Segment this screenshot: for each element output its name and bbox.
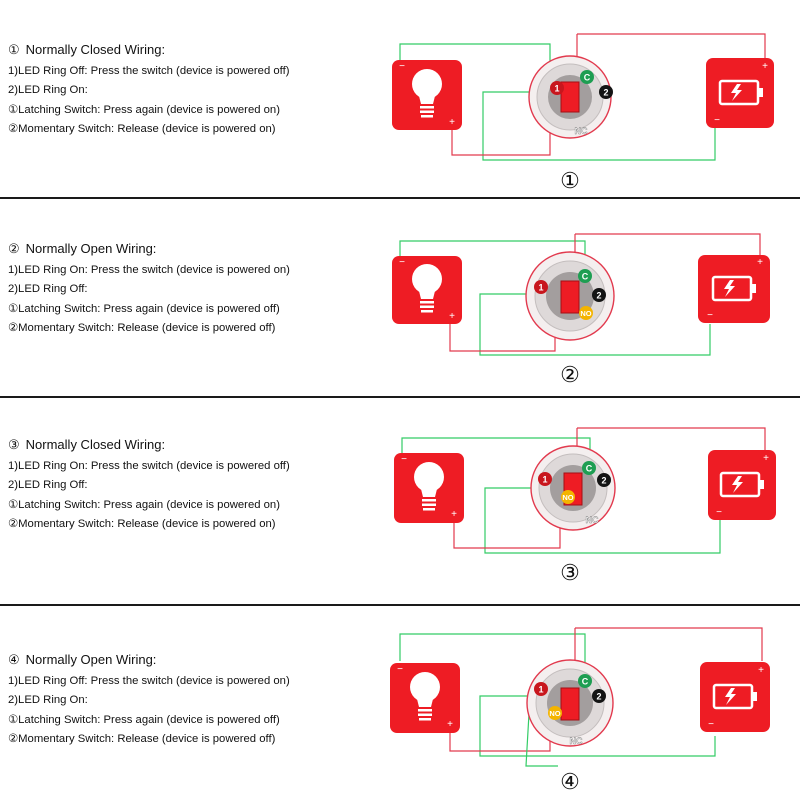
instruction-line: ①Latching Switch: Press again (device is powered on) [8, 498, 280, 511]
panel-marker: ② [560, 362, 580, 387]
svg-text:2: 2 [596, 290, 602, 301]
bulb-box [390, 663, 460, 733]
wiring-diagram-1 [380, 0, 800, 198]
svg-text:NO: NO [549, 709, 561, 718]
terminal-minus: − [707, 310, 713, 321]
diagram-svg [380, 606, 800, 800]
bulb-box [392, 60, 462, 130]
title-text: Normally Closed Wiring: [25, 42, 166, 57]
battery-box [700, 662, 770, 732]
instruction-line: ①Latching Switch: Press again (device is powered off) [8, 302, 280, 315]
terminal-plus: + [758, 665, 764, 676]
wire-red [452, 122, 550, 155]
instructions-3 [8, 435, 290, 535]
battery-box [708, 450, 776, 520]
instruction-line: 2)LED Ring On: [8, 694, 88, 706]
terminal-minus: − [399, 61, 405, 72]
battery-box [698, 255, 770, 323]
terminal-plus: + [449, 311, 455, 322]
instruction-line: 1)LED Ring Off: Press the switch (device is powered off) [8, 64, 290, 77]
instruction-line: 2)LED Ring On: [8, 84, 88, 96]
instruction-line: 1)LED Ring Off: Press the switch (device is powered on) [8, 674, 290, 687]
panel-marker: ③ [560, 560, 580, 585]
bulb-box [394, 453, 464, 523]
svg-text:2: 2 [601, 475, 607, 486]
wiring-panel-4 [0, 606, 800, 800]
switch-button [531, 446, 615, 530]
terminal-plus: + [449, 117, 455, 128]
diagram-svg [380, 199, 800, 397]
svg-text:1: 1 [554, 83, 560, 94]
instructions-4 [8, 650, 290, 750]
wiring-panel-2 [0, 199, 800, 397]
battery-box [706, 58, 774, 128]
wire-red [575, 628, 762, 661]
instruction-line: ①Latching Switch: Press again (device is powered on) [8, 103, 280, 116]
wiring-diagram-2 [380, 199, 800, 397]
wire-red [577, 34, 765, 60]
instruction-line: ②Momentary Switch: Release (device is powered on) [8, 518, 276, 530]
diagram-svg [380, 398, 800, 604]
title-text: Normally Closed Wiring: [25, 437, 166, 452]
terminal-plus: + [447, 719, 453, 730]
svg-text:C: C [581, 271, 589, 282]
title-text: Normally Open Wiring: [25, 652, 157, 667]
instructions-2 [8, 239, 290, 339]
switch-button [529, 56, 613, 138]
svg-text:2: 2 [596, 691, 602, 702]
terminal-plus: + [762, 61, 768, 72]
svg-text:NO: NO [562, 493, 574, 502]
wire-red [577, 428, 765, 453]
terminal-minus: − [399, 257, 405, 268]
diagram-svg [380, 0, 800, 198]
terminal-minus: − [397, 664, 403, 675]
nc-label: NC [585, 515, 599, 525]
svg-text:1: 1 [538, 684, 544, 695]
instruction-line: 1)LED Ring On: Press the switch (device is powered on) [8, 263, 290, 276]
terminal-minus: − [401, 454, 407, 465]
svg-text:1: 1 [538, 282, 544, 293]
bulb-box [392, 256, 462, 324]
panel-marker: ④ [560, 769, 580, 794]
switch-button [526, 252, 614, 340]
instruction-line: ②Momentary Switch: Release (device is powered off) [8, 733, 276, 745]
svg-text:C: C [581, 676, 589, 687]
svg-text:C: C [583, 72, 591, 83]
instructions-1 [8, 40, 290, 140]
instruction-line: ①Latching Switch: Press again (device is powered off) [8, 713, 280, 726]
title-number: ① [8, 42, 20, 57]
title-number: ③ [8, 437, 20, 452]
panel-title [8, 435, 290, 455]
terminal-plus: + [757, 257, 763, 268]
terminal-plus: + [763, 453, 769, 464]
panel-title [8, 239, 290, 259]
wiring-panel-3 [0, 398, 800, 604]
title-number: ④ [8, 652, 20, 667]
nc-label: NC [574, 126, 588, 136]
svg-text:1: 1 [542, 474, 548, 485]
wiring-diagram-3 [380, 398, 800, 604]
instruction-line: 2)LED Ring Off: [8, 283, 88, 295]
instruction-line: 1)LED Ring On: Press the switch (device is powered off) [8, 459, 290, 472]
panel-title [8, 40, 290, 60]
title-number: ② [8, 241, 20, 256]
wiring-panel-1 [0, 0, 800, 198]
terminal-plus: + [451, 509, 457, 520]
instruction-line: ②Momentary Switch: Release (device is powered off) [8, 322, 276, 334]
svg-text:C: C [585, 463, 593, 474]
panel-marker: ① [560, 168, 580, 193]
instruction-line: 2)LED Ring Off: [8, 479, 88, 491]
terminal-minus: − [714, 115, 720, 126]
terminal-minus: − [708, 719, 714, 730]
panel-title [8, 650, 290, 670]
switch-button [527, 660, 613, 746]
instruction-line: ②Momentary Switch: Release (device is powered on) [8, 123, 276, 135]
nc-label: NC [569, 736, 583, 746]
terminal-minus: − [716, 507, 722, 518]
svg-text:2: 2 [603, 87, 609, 98]
svg-text:NO: NO [580, 309, 592, 318]
title-text: Normally Open Wiring: [25, 241, 157, 256]
wiring-diagram-4 [380, 606, 800, 800]
